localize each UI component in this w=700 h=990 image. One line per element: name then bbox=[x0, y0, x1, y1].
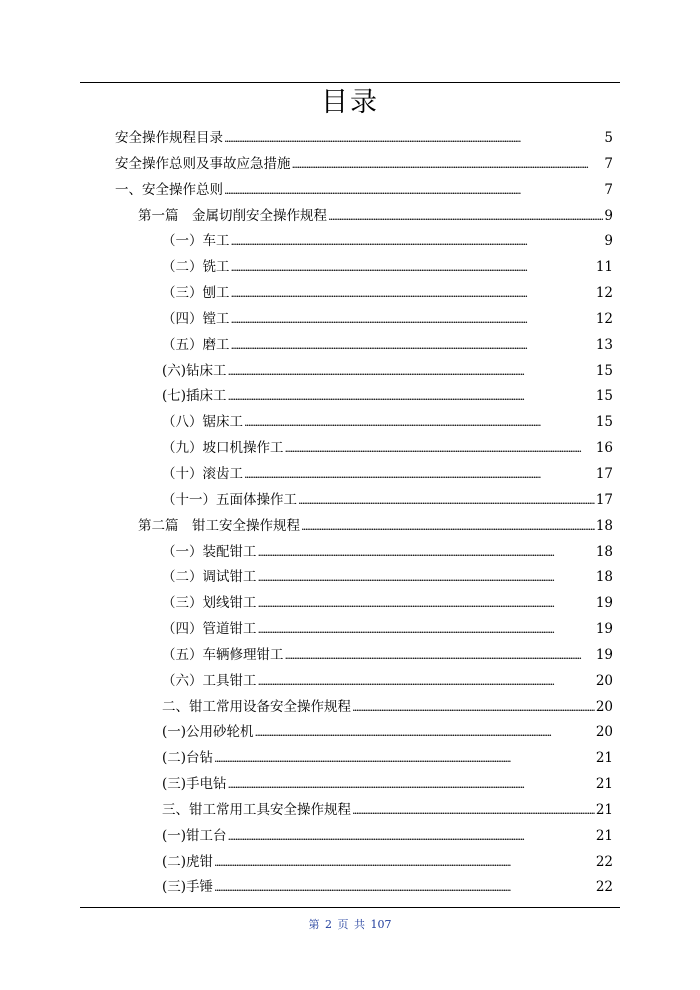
toc-entry[interactable] bbox=[115, 229, 613, 255]
toc-entry-label: （一）装配钳工 bbox=[162, 543, 257, 560]
footer-middle: 页 共 bbox=[337, 918, 365, 931]
toc-entry-page: 17 bbox=[595, 491, 613, 508]
header-rule bbox=[80, 82, 620, 83]
toc-entry-page: 12 bbox=[595, 310, 613, 327]
toc-entry[interactable] bbox=[115, 875, 613, 901]
toc-entry-page: 13 bbox=[595, 336, 613, 353]
toc-entry-page: 18 bbox=[595, 569, 613, 586]
toc-entry-page: 22 bbox=[595, 853, 613, 870]
toc-entry-page: 19 bbox=[595, 595, 613, 612]
toc-entry-label: （二）铣工 bbox=[162, 259, 230, 276]
toc-entry-page: 21 bbox=[595, 827, 613, 844]
toc-entry-label: （二）调试钳工 bbox=[162, 569, 257, 586]
toc-dot-leader bbox=[285, 647, 595, 663]
toc-entry-page: 12 bbox=[595, 285, 613, 302]
toc-entry-label: 安全操作规程目录 bbox=[115, 130, 223, 146]
toc-entry[interactable] bbox=[115, 591, 613, 617]
toc-dot-leader bbox=[258, 673, 595, 689]
toc-dot-leader bbox=[352, 802, 595, 818]
toc-dot-leader bbox=[301, 518, 595, 534]
toc-dot-leader bbox=[231, 259, 595, 275]
table-of-contents bbox=[115, 126, 613, 901]
toc-entry[interactable] bbox=[115, 462, 613, 488]
toc-entry[interactable] bbox=[115, 359, 613, 385]
toc-entry-label: （五）磨工 bbox=[162, 336, 230, 353]
toc-dot-leader bbox=[258, 595, 595, 611]
toc-entry-page: 11 bbox=[595, 259, 613, 276]
toc-entry-page: 15 bbox=[595, 414, 613, 431]
toc-dot-leader bbox=[224, 130, 603, 146]
toc-entry-label: (六)钻床工 bbox=[162, 362, 227, 379]
toc-entry-label: 三、钳工常用工具安全操作规程 bbox=[162, 801, 351, 818]
toc-entry-page: 17 bbox=[595, 465, 613, 482]
toc-dot-leader bbox=[258, 544, 595, 560]
toc-entry[interactable] bbox=[115, 746, 613, 772]
page-title: 目录 bbox=[321, 87, 379, 118]
toc-entry[interactable] bbox=[115, 307, 613, 333]
page-footer bbox=[80, 916, 620, 932]
toc-entry-label: 第一篇 金属切削安全操作规程 bbox=[138, 207, 327, 224]
toc-entry[interactable] bbox=[115, 204, 613, 230]
toc-entry-label: 安全操作总则及事故应急措施 bbox=[115, 155, 291, 172]
toc-entry[interactable] bbox=[115, 540, 613, 566]
toc-entry-page: 21 bbox=[595, 801, 613, 818]
toc-dot-leader bbox=[292, 156, 604, 172]
toc-entry-page: 18 bbox=[595, 543, 613, 560]
toc-dot-leader bbox=[244, 466, 595, 482]
toc-dot-leader bbox=[224, 182, 603, 198]
footer-total-pages: 107 bbox=[370, 918, 392, 931]
footer-rule bbox=[80, 907, 620, 908]
toc-entry-page: 7 bbox=[604, 181, 613, 198]
toc-entry-label: (三)手电钻 bbox=[162, 776, 227, 793]
toc-entry-page: 15 bbox=[595, 362, 613, 379]
toc-entry-page: 5 bbox=[604, 130, 613, 146]
toc-dot-leader bbox=[298, 492, 595, 508]
toc-entry-label: （三）刨工 bbox=[162, 285, 230, 302]
toc-entry-page: 19 bbox=[595, 621, 613, 638]
toc-entry-page: 7 bbox=[604, 155, 613, 172]
toc-entry-label: (一)钳工台 bbox=[162, 827, 227, 844]
toc-entry[interactable] bbox=[115, 565, 613, 591]
toc-entry-label: （四）管道钳工 bbox=[162, 621, 257, 638]
toc-entry-label: （六）工具钳工 bbox=[162, 672, 257, 689]
toc-entry-page: 19 bbox=[595, 646, 613, 663]
toc-entry-label: （十一）五面体操作工 bbox=[162, 491, 297, 508]
toc-entry-label: (二)虎钳 bbox=[162, 853, 214, 870]
toc-dot-leader bbox=[228, 363, 595, 379]
toc-entry-page: 9 bbox=[604, 207, 613, 224]
toc-entry[interactable] bbox=[115, 514, 613, 540]
toc-dot-leader bbox=[258, 621, 595, 637]
toc-entry-page: 22 bbox=[595, 879, 613, 896]
toc-entry[interactable] bbox=[115, 410, 613, 436]
toc-entry[interactable] bbox=[115, 643, 613, 669]
toc-entry[interactable] bbox=[115, 617, 613, 643]
toc-entry[interactable] bbox=[115, 281, 613, 307]
toc-entry-label: (七)插床工 bbox=[162, 388, 227, 405]
toc-entry-label: （九）坡口机操作工 bbox=[162, 440, 284, 457]
toc-entry-label: (三)手锤 bbox=[162, 879, 214, 896]
toc-entry-page: 9 bbox=[604, 233, 613, 250]
toc-entry[interactable] bbox=[115, 178, 613, 204]
toc-entry-page: 21 bbox=[595, 776, 613, 793]
toc-dot-leader bbox=[214, 854, 595, 870]
toc-entry[interactable] bbox=[115, 720, 613, 746]
toc-entry-page: 16 bbox=[595, 440, 613, 457]
toc-entry[interactable] bbox=[115, 850, 613, 876]
toc-entry[interactable] bbox=[115, 824, 613, 850]
toc-dot-leader bbox=[328, 208, 603, 224]
toc-entry-label: （五）车辆修理钳工 bbox=[162, 646, 284, 663]
toc-entry[interactable] bbox=[115, 384, 613, 410]
toc-entry[interactable] bbox=[115, 772, 613, 798]
toc-entry-page: 15 bbox=[595, 388, 613, 405]
toc-entry[interactable] bbox=[115, 669, 613, 695]
toc-entry[interactable] bbox=[115, 255, 613, 281]
toc-entry-page: 20 bbox=[595, 698, 613, 715]
toc-entry-page: 20 bbox=[595, 724, 613, 741]
toc-entry-page: 20 bbox=[595, 672, 613, 689]
footer-prefix: 第 bbox=[308, 918, 320, 931]
toc-entry-label: 第二篇 钳工安全操作规程 bbox=[138, 517, 300, 534]
toc-dot-leader bbox=[352, 699, 595, 715]
toc-dot-leader bbox=[255, 724, 595, 740]
toc-dot-leader bbox=[214, 750, 595, 766]
toc-entry-label: (二)台钻 bbox=[162, 750, 214, 767]
toc-entry-label: (一)公用砂轮机 bbox=[162, 724, 254, 741]
toc-entry-page: 18 bbox=[595, 517, 613, 534]
toc-dot-leader bbox=[231, 311, 595, 327]
toc-entry-label: （三）划线钳工 bbox=[162, 595, 257, 612]
toc-entry[interactable] bbox=[115, 436, 613, 462]
toc-entry-label: （十）滚齿工 bbox=[162, 465, 243, 482]
toc-dot-leader bbox=[228, 828, 595, 844]
toc-entry[interactable] bbox=[115, 126, 613, 152]
toc-entry-label: （四）镗工 bbox=[162, 310, 230, 327]
footer-current-page: 2 bbox=[325, 918, 332, 931]
toc-entry[interactable] bbox=[115, 152, 613, 178]
toc-dot-leader bbox=[258, 569, 595, 585]
toc-dot-leader bbox=[214, 879, 595, 895]
toc-entry-label: （八）锯床工 bbox=[162, 414, 243, 431]
toc-entry[interactable] bbox=[115, 333, 613, 359]
toc-dot-leader bbox=[228, 776, 595, 792]
toc-dot-leader bbox=[231, 337, 595, 353]
toc-entry-page: 21 bbox=[595, 750, 613, 767]
toc-dot-leader bbox=[231, 285, 595, 301]
toc-dot-leader bbox=[231, 233, 604, 249]
toc-dot-leader bbox=[228, 388, 595, 404]
toc-dot-leader bbox=[244, 414, 595, 430]
toc-entry[interactable] bbox=[115, 798, 613, 824]
toc-entry[interactable] bbox=[115, 695, 613, 721]
toc-dot-leader bbox=[285, 440, 595, 456]
toc-entry-label: 一、安全操作总则 bbox=[115, 181, 223, 198]
toc-entry[interactable] bbox=[115, 488, 613, 514]
toc-entry-label: （一）车工 bbox=[162, 233, 230, 250]
toc-entry-label: 二、钳工常用设备安全操作规程 bbox=[162, 698, 351, 715]
